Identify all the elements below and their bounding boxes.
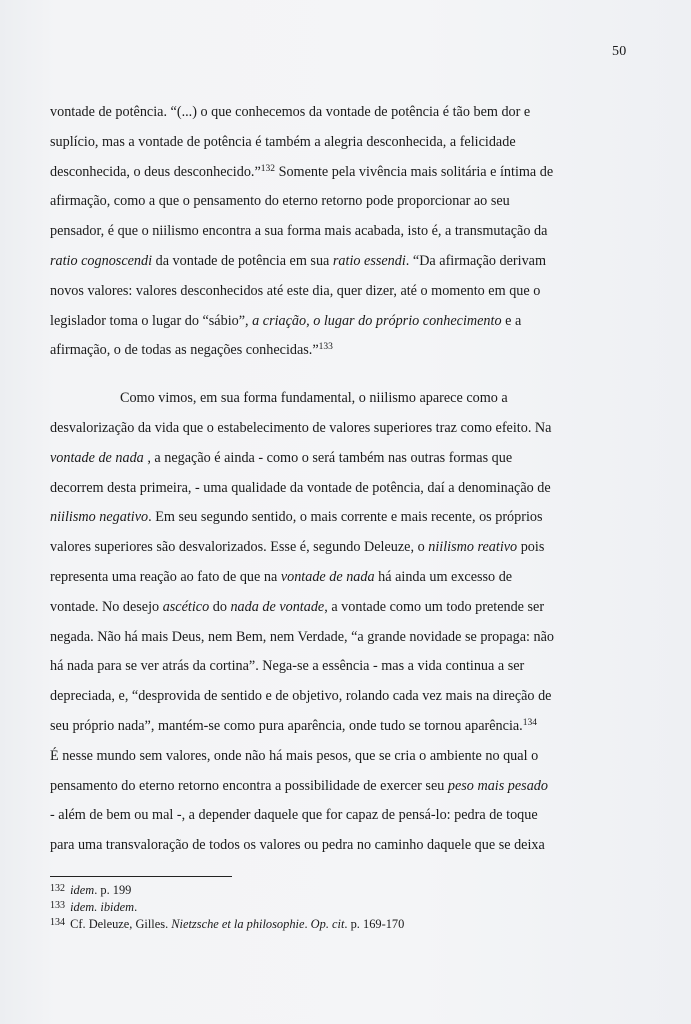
text-line	[50, 336, 580, 366]
text-line: - além de bem ou mal -, a depender daquele que for capaz de pensá-lo: pedra de toque	[50, 807, 538, 824]
text-run: valores superiores são desvalorizados. Esse é, segundo Deleuze, o	[50, 539, 429, 556]
footnote-134	[50, 915, 610, 932]
text-run: representa uma reação ao fato de que na	[50, 568, 281, 585]
text-run: vontade. No desejo	[50, 598, 163, 615]
text-line: Como vimos, em sua forma fundamental, o niilismo aparece como a	[120, 390, 508, 407]
body-text	[50, 98, 580, 861]
italic-term: ascético	[162, 598, 210, 615]
text-run: legislador toma o lugar do “sábio”,	[50, 312, 253, 329]
italic-term: niilismo negativo	[50, 509, 149, 526]
footnote-132	[50, 881, 610, 898]
text-run: pois	[517, 539, 545, 556]
italic-term: nada de vontade	[230, 598, 325, 615]
text-line	[50, 444, 580, 474]
page-number: 50	[612, 44, 627, 59]
text-line: desvalorização da vida que o estabelecimento de valores superiores traz como efeito. Na	[50, 419, 552, 436]
text-run: . p. 199	[94, 883, 132, 897]
text-run: Cf. Deleuze, Gilles.	[70, 917, 172, 932]
text-line: para uma transvaloração de todos os valores ou pedra no caminho daquele que se deixa	[50, 837, 545, 854]
text-run: .	[134, 900, 138, 915]
footnote-divider	[50, 876, 232, 877]
footnote-number: 134	[50, 917, 65, 929]
paragraph-2	[50, 384, 580, 861]
text-run: . p. 169-170	[344, 917, 405, 932]
footnotes	[50, 881, 610, 933]
text-run: pensamento do eterno retorno encontra a possibilidade de exercer seu	[50, 777, 448, 794]
text-line: suplício, mas a vontade de potência é também a alegria desconhecida, a felicidade	[50, 133, 516, 150]
text-run: . Em seu segundo sentido, o mais corrente e mais recente, os próprios	[148, 509, 543, 526]
text-line	[50, 533, 580, 563]
text-run: Somente pela vivência mais solitária e íntima de	[275, 163, 554, 180]
text-run: . “Da afirmação derivam	[405, 252, 547, 269]
footnote-ref-134: 134	[522, 717, 537, 728]
footnote-number: 132	[50, 883, 65, 894]
footnote-number: 133	[50, 900, 65, 912]
text-line: pensador, é que o niilismo encontra a sua forma mais acabada, isto é, a transmutação da	[50, 223, 548, 240]
italic-term: niilismo reativo	[428, 539, 518, 556]
text-line	[50, 593, 580, 623]
italic-term: Nietzsche et la philosophie	[171, 917, 305, 932]
italic-term: peso mais pesado	[447, 777, 548, 794]
text-run: seu próprio nada”, mantém-se como pura aparência, onde tudo se tornou aparência.	[50, 717, 523, 734]
italic-term: idem. ibidem	[70, 900, 135, 915]
italic-term: Op. cit	[310, 917, 345, 932]
text-run: , a negação é ainda - como o será também nas outras formas que	[143, 449, 513, 466]
italic-term: a criação, o lugar do próprio conhecimento	[252, 312, 502, 329]
paragraph-1	[50, 98, 580, 366]
text-line	[50, 158, 580, 188]
text-line: vontade de potência. “(...) o que conhecemos da vontade de potência é tão bem dor e	[50, 104, 531, 120]
text-line	[50, 307, 580, 337]
italic-term: vontade de nada	[280, 568, 375, 585]
footnote-ref-132: 132	[260, 163, 276, 174]
text-line: negada. Não há mais Deus, nem Bem, nem Verdade, “a grande novidade se propaga: não	[50, 628, 555, 645]
text-line	[50, 772, 580, 802]
text-run: , a vontade como um todo pretende ser	[324, 598, 545, 615]
text-line: decorrem desta primeira, - uma qualidade da vontade de potência, daí a denominação de	[50, 479, 551, 496]
footnote-ref-133: 133	[318, 342, 333, 353]
text-run: desconhecida, o deus desconhecido.”	[50, 163, 261, 180]
text-line	[50, 563, 580, 593]
text-line	[50, 712, 580, 742]
text-run: há ainda um excesso de	[374, 568, 513, 585]
text-line: É nesse mundo sem valores, onde não há mais pesos, que se cria o ambiente no qual o	[50, 747, 539, 764]
paragraph-spacer	[50, 366, 580, 384]
italic-term: ratio cognoscendi	[50, 252, 153, 269]
footnote-133	[50, 898, 610, 915]
text-line: há nada para se ver atrás da cortina”. Nega-se a essência - mas a vida continua a ser	[50, 658, 525, 675]
italic-term: idem	[70, 883, 95, 897]
text-run: e a	[501, 312, 522, 329]
text-run: afirmação, o de todas as negações conhecidas.”	[50, 342, 319, 359]
text-line	[50, 247, 580, 277]
text-run: do	[209, 598, 231, 615]
text-line: afirmação, como a que o pensamento do eterno retorno pode proporcionar ao seu	[50, 193, 510, 210]
text-run: da vontade de potência em sua	[152, 252, 333, 269]
italic-term: ratio essendi	[332, 252, 406, 269]
text-line: depreciada, e, “desprovida de sentido e de objetivo, rolando cada vez mais na direção de	[50, 688, 552, 705]
text-line	[50, 503, 580, 533]
text-run: .	[304, 917, 311, 932]
text-line: novos valores: valores desconhecidos até este dia, quer dizer, até o momento em que o	[50, 282, 541, 299]
italic-term: vontade de nada	[50, 449, 144, 466]
